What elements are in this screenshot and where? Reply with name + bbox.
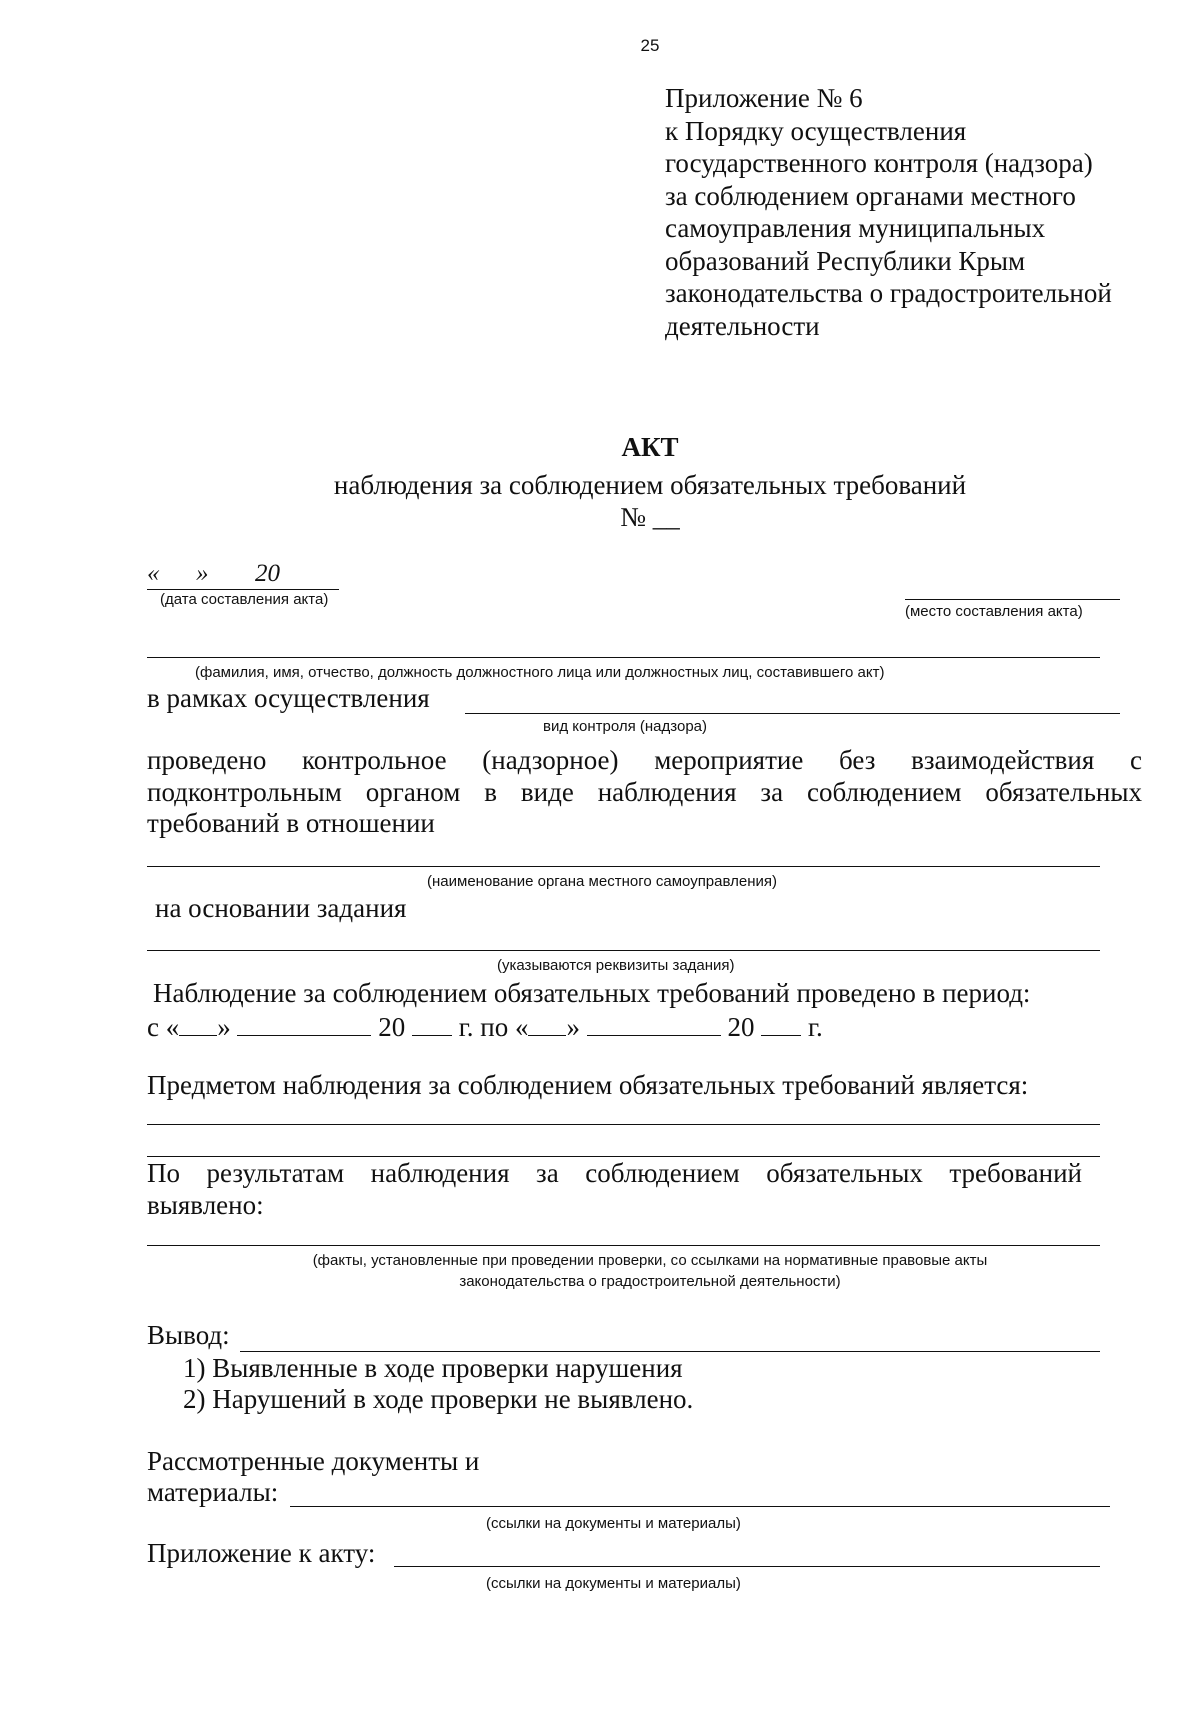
date-year-prefix: 20 xyxy=(255,560,280,587)
subject-field[interactable] xyxy=(147,1124,1100,1125)
period-year-label: 20 xyxy=(378,1012,406,1042)
period-line: Наблюдение за соблюдением обязательных требований проведено в период: xyxy=(153,978,1031,1008)
document-subtitle: наблюдения за соблюдением обязательных требований xyxy=(333,470,967,500)
period-g-po: г. по « xyxy=(458,1012,529,1042)
attachment-caption: (ссылки на документы и материалы) xyxy=(486,1575,741,1592)
control-type-field[interactable] xyxy=(465,713,1120,714)
period-from-day-field[interactable] xyxy=(179,1013,217,1036)
period-to-year-field[interactable] xyxy=(761,1013,801,1036)
attachment-label: Приложение к акту: xyxy=(147,1538,376,1568)
official-field[interactable] xyxy=(147,657,1100,658)
official-caption: (фамилия, имя, отчество, должность должностного лица или должностных лиц, составившего акт) xyxy=(195,664,885,681)
facts-field[interactable] xyxy=(147,1245,1100,1246)
results-line: выявлено: xyxy=(147,1190,264,1220)
place-field[interactable] xyxy=(905,599,1120,600)
appendix-line: образований Республики Крым xyxy=(665,245,1026,276)
period-to-day-field[interactable] xyxy=(528,1013,566,1036)
page-number: 25 xyxy=(640,36,660,55)
date-underline xyxy=(147,589,339,590)
appendix-line: Приложение № 6 xyxy=(665,83,863,113)
period-end: г. xyxy=(807,1012,823,1042)
period-to-month-field[interactable] xyxy=(587,1013,721,1036)
period-from-prefix: с « xyxy=(147,1012,180,1042)
document-title: АКТ xyxy=(621,432,679,462)
date-caption: (дата составления акта) xyxy=(160,591,329,608)
conclusion-field[interactable] xyxy=(240,1351,1100,1352)
organ-caption: (наименование органа местного самоуправления) xyxy=(427,873,777,890)
facts-caption: (факты, установленные при проведении проверки, со ссылками на нормативные правовые акты xyxy=(312,1252,988,1269)
period-fields xyxy=(147,1012,823,1043)
appendix-line: законодательства о градостроительной xyxy=(665,278,1112,308)
task-caption: (указываются реквизиты задания) xyxy=(497,957,735,974)
period-year-label: 20 xyxy=(727,1012,755,1042)
date-close-quote: » xyxy=(196,560,209,587)
organ-field[interactable] xyxy=(147,866,1100,867)
conclusion-label: Вывод: xyxy=(147,1320,230,1350)
appendix-line: государственного контроля (надзора) xyxy=(665,148,1093,178)
appendix-line: к Порядку осуществления xyxy=(665,115,967,146)
basis-label: на основании задания xyxy=(155,893,407,923)
appendix-line: за соблюдением органами местного xyxy=(665,180,1076,211)
appendix-line: самоуправления муниципальных xyxy=(665,213,1046,243)
date-open-quote: « xyxy=(147,560,160,587)
documents-caption: (ссылки на документы и материалы) xyxy=(486,1515,741,1532)
appendix-header xyxy=(665,82,1112,342)
task-field[interactable] xyxy=(147,950,1100,951)
place-caption: (место составления акта) xyxy=(905,603,1083,620)
control-label: в рамках осуществления xyxy=(147,683,430,713)
period-from-month-field[interactable] xyxy=(237,1013,371,1036)
documents-field[interactable] xyxy=(290,1506,1110,1507)
control-caption: вид контроля (надзора) xyxy=(543,718,707,735)
conclusion-item: 1) Выявленные в ходе проверки нарушения xyxy=(183,1353,683,1383)
appendix-line: деятельности xyxy=(665,310,820,341)
documents-label: Рассмотренные документы и xyxy=(147,1446,480,1476)
subject-field[interactable] xyxy=(147,1156,1100,1157)
period-from-year-field[interactable] xyxy=(412,1013,452,1036)
paragraph-line: проведено контрольное (надзорное) мероприятие без взаимодействия с xyxy=(147,745,1142,775)
paragraph-line: подконтрольным органом в виде наблюдения за соблюдением обязательных xyxy=(147,777,1142,807)
subject-line: Предметом наблюдения за соблюдением обязательных требований является: xyxy=(147,1070,1029,1100)
period-quote-close: » xyxy=(566,1012,580,1042)
act-number: № __ xyxy=(620,502,680,532)
facts-caption: законодательства о градостроительной деятельности) xyxy=(459,1273,841,1290)
conclusion-item: 2) Нарушений в ходе проверки не выявлено. xyxy=(183,1384,694,1414)
documents-label: материалы: xyxy=(147,1477,279,1507)
period-quote-close: » xyxy=(217,1012,231,1042)
results-line: По результатам наблюдения за соблюдением обязательных требований xyxy=(147,1158,1082,1188)
date-field[interactable] xyxy=(147,560,280,588)
paragraph-line: требований в отношении xyxy=(147,808,435,838)
attachment-field[interactable] xyxy=(394,1566,1100,1567)
